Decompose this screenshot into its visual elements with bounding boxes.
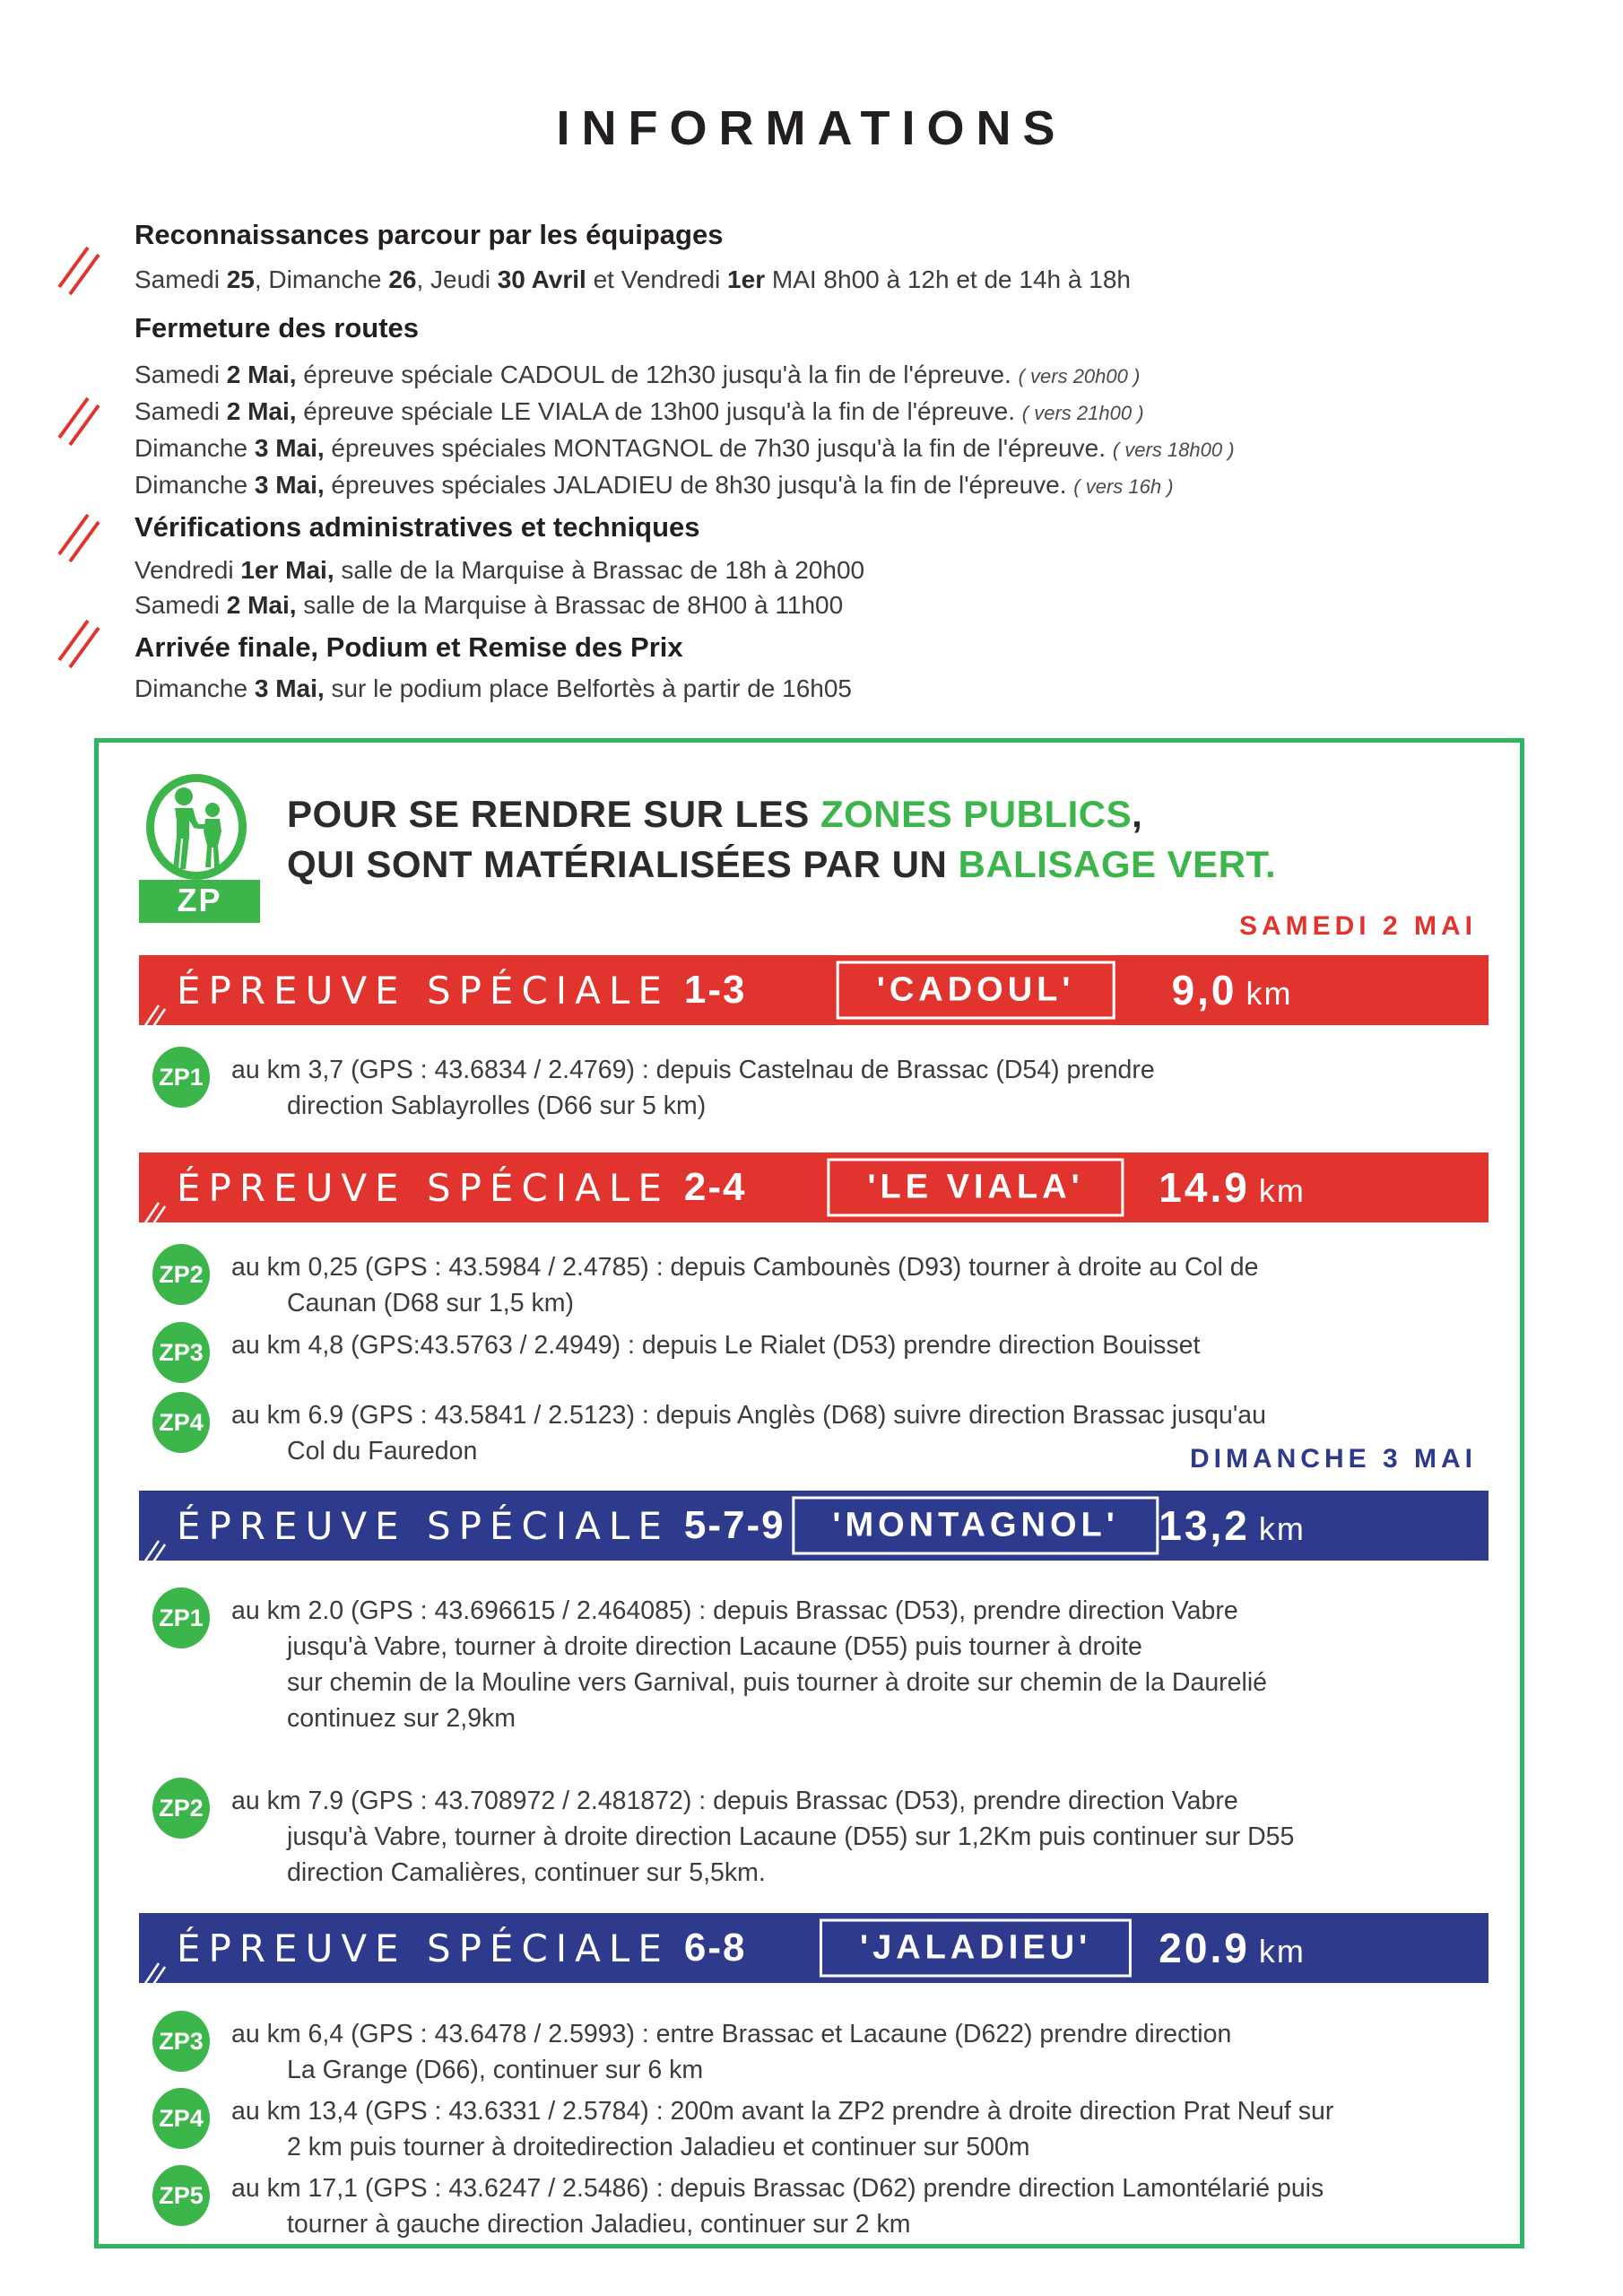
distance-unit: km [1245,975,1293,1012]
day-label-sunday: DIMANCHE 3 MAI [1189,1444,1477,1474]
zp-description: au km 4,8 (GPS:43.5763 / 2.4949) : depuis Le Rialet (D53) prendre direction Bouisset [231,1331,1201,1360]
public-zones-box [94,738,1524,2248]
stage-numbers: 6-8 [683,1926,747,1970]
distance-value: 13,2 [1159,1502,1250,1549]
page-title: INFORMATIONS [556,101,1067,155]
zp-description: au km 2.0 (GPS : 43.696615 / 2.464085) : depuis Brassac (D53), prendre direction Vabre jusqu'à Vabre, tourner à droite direction Lacaune (D55) puis tourner à droite sur chemin de la Mouline vers Garnival, puis tourner à droite sur chemin de la Daurelié continuez sur 2,9km [231,1596,1268,1733]
zp-heading-line2: QUI SONT MATÉRIALISÉES PAR UN BALISAGE VERT. [287,843,1277,885]
section-verifications [135,511,1551,622]
zp-point [152,1593,1462,1736]
stage-banner-montagnol [139,1491,1488,1561]
stage-name: 'JALADIEU' [820,1919,1132,1978]
zp-point [152,2016,1462,2088]
corner-slash-icon [143,1952,173,1988]
distance-unit: km [1258,1172,1306,1209]
stage-distance [1159,1163,1306,1212]
zp-badge: ZP1 [152,1047,210,1108]
zp-badge: ZP3 [152,2011,210,2072]
zp-description: au km 6,4 (GPS : 43.6478 / 2.5993) : entre Brassac et Lacaune (D622) prendre direction La Grange (D66), continuer sur 6 km [231,2020,1232,2084]
distance-value: 20.9 [1159,1925,1250,1971]
stage-label: ÉPREUVE SPÉCIALE [177,1503,670,1548]
section-arrivee [135,631,1551,706]
distance-unit: km [1258,1933,1306,1970]
zp-logo-label: ZP [139,880,260,923]
stage-banner-jaladieu [139,1913,1488,1983]
stage-banner-le-viala [139,1152,1488,1222]
stage-distance [1159,1501,1306,1550]
zp-badge: ZP4 [152,1392,210,1453]
double-slash-icon [54,615,106,669]
section-line: Samedi 2 Mai, salle de la Marquise à Brassac de 8H00 à 11h00 [135,591,844,619]
pedestrians-icon [159,787,238,873]
stage-distance [1159,1924,1306,1972]
distance-value: 14.9 [1159,1164,1250,1211]
zp-description: au km 3,7 (GPS : 43.6834 / 2.4769) : depuis Castelnau de Brassac (D54) prendre direction Sablayrolles (D66 sur 5 km) [231,1056,1155,1120]
stage-name: 'LE VIALA' [828,1159,1124,1217]
zp-description: au km 13,4 (GPS : 43.6331 / 2.5784) : 200m avant la ZP2 prendre à droite direction Prat Neuf sur 2 km puis tourner à droitedirection Jaladieu et continuer sur 500m [231,2097,1334,2161]
corner-slash-icon [143,995,173,1031]
double-slash-icon [54,242,106,296]
zp-badge: ZP2 [152,1244,210,1305]
zp-logo [139,774,260,935]
distance-unit: km [1258,1510,1306,1547]
double-slash-icon [54,393,106,447]
section-heading: Vérifications administratives et techniques [135,511,700,543]
section-line: Vendredi 1er Mai, salle de la Marquise à Brassac de 18h à 20h00 [135,556,865,584]
section-heading: Arrivée finale, Podium et Remise des Prix [135,631,683,663]
section-line: Dimanche 3 Mai, épreuves spéciales JALADIEU de 8h30 jusqu'à la fin de l'épreuve. ( vers 16h ) [135,471,1174,499]
zp-point [152,2170,1462,2242]
zp-description: au km 6.9 (GPS : 43.5841 / 2.5123) : depuis Anglès (D68) suivre direction Brassac jusqu'au Col du Fauredon [231,1401,1266,1465]
stage-label: ÉPREUVE SPÉCIALE [177,968,670,1013]
stage-label: ÉPREUVE SPÉCIALE [177,1165,670,1210]
stage-banner-cadoul [139,955,1488,1025]
zp-badge: ZP4 [152,2088,210,2149]
section-heading: Fermeture des routes [135,312,419,344]
stage-numbers: 5-7-9 [683,1503,785,1547]
zp-badge: ZP3 [152,1322,210,1383]
section-line: Samedi 2 Mai, épreuve spéciale LE VIALA de 13h00 jusqu'à la fin de l'épreuve. ( vers 21h00 ) [135,397,1144,425]
section-line: Samedi 25, Dimanche 26, Jeudi 30 Avril et Vendredi 1er MAI 8h00 à 12h et de 14h à 18h [135,265,1131,293]
stage-name: 'CADOUL' [837,961,1115,1020]
corner-slash-icon [143,1530,173,1566]
stage-label: ÉPREUVE SPÉCIALE [177,1926,670,1970]
distance-value: 9,0 [1171,967,1237,1013]
stage-distance [1172,966,1293,1014]
section-reconnaissances [135,219,1551,297]
stage-numbers: 1-3 [683,968,747,1012]
zp-badge: ZP2 [152,1778,210,1839]
zp-badge: ZP1 [152,1587,210,1648]
section-heading: Reconnaissances parcour par les équipages [135,219,724,250]
zp-point [152,1783,1462,1891]
section-line: Dimanche 3 Mai, sur le podium place Belfortès à partir de 16h05 [135,674,852,702]
zp-point [152,2093,1462,2165]
section-line: Samedi 2 Mai, épreuve spéciale CADOUL de 12h30 jusqu'à la fin de l'épreuve. ( vers 20h00 ) [135,361,1141,388]
double-slash-icon [54,509,106,563]
stage-name: 'MONTAGNOL' [792,1497,1159,1555]
zp-box-heading [287,789,1276,890]
zp-heading-line1: POUR SE RENDRE SUR LES ZONES PUBLICS, [287,793,1143,835]
zp-description: au km 17,1 (GPS : 43.6247 / 2.5486) : depuis Brassac (D62) prendre direction Lamontélarié puis tourner à gauche direction Jaladieu, continuer sur 2 km [231,2174,1324,2239]
zp-badge: ZP5 [152,2165,210,2226]
zp-point [152,1052,1462,1124]
section-line: Dimanche 3 Mai, épreuves spéciales MONTAGNOL de 7h30 jusqu'à la fin de l'épreuve. ( vers 18h00 ) [135,434,1235,462]
corner-slash-icon [143,1192,173,1228]
stage-numbers: 2-4 [683,1165,747,1209]
zp-point [152,1249,1462,1321]
zp-point [152,1327,1462,1366]
zp-description: au km 7.9 (GPS : 43.708972 / 2.481872) : depuis Brassac (D53), prendre direction Vabre jusqu'à Vabre, tourner à droite direction Lacaune (D55) sur 1,2Km puis continuer sur D55 direction Camalières, continuer sur 5,5km. [231,1787,1295,1887]
day-label-saturday: SAMEDI 2 MAI [1238,911,1477,941]
zp-description: au km 0,25 (GPS : 43.5984 / 2.4785) : depuis Cambounès (D93) tourner à droite au Col de Caunan (D68 sur 1,5 km) [231,1253,1259,1318]
section-fermeture-routes [135,312,1551,504]
